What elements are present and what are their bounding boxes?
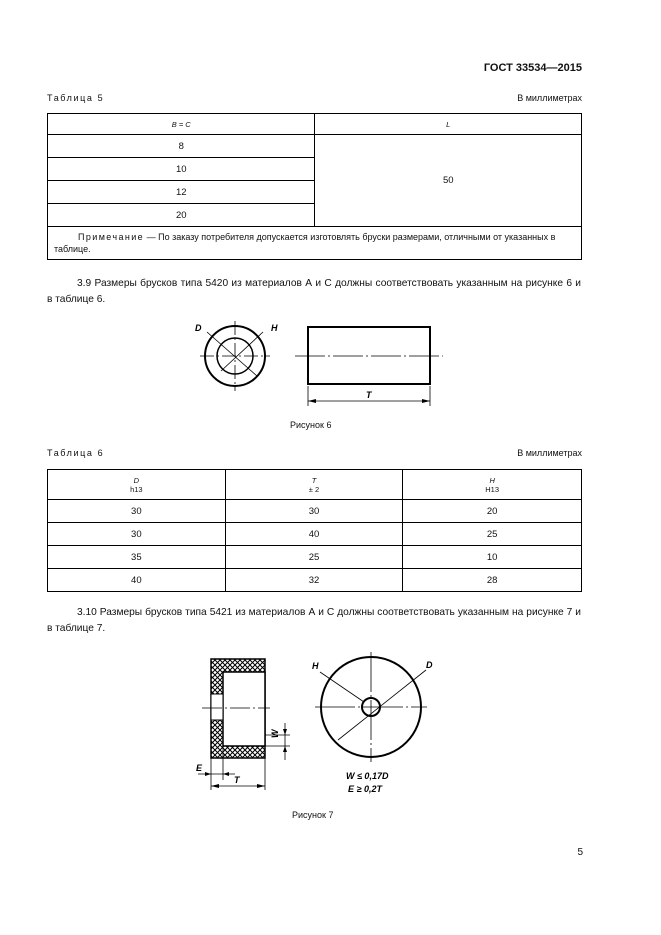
table5-cell-bc: 12 <box>48 181 315 204</box>
paragraph-3-9: 3.9 Размеры брусков типа 5420 из материалов А и С должны соответствовать указанным на рисунке 6 и в таблице 6. <box>47 278 581 305</box>
table6-cell: 32 <box>225 569 403 592</box>
table6-cell: 35 <box>48 546 226 569</box>
figure7-label-t: T <box>234 775 240 785</box>
table6-cell: 20 <box>403 500 582 523</box>
figure7-drawing <box>190 650 445 800</box>
figure7-label-e: E <box>196 763 203 773</box>
figure7-formula-w: W ≤ 0,17D <box>346 771 389 781</box>
table5-cell-bc: 10 <box>48 158 315 181</box>
table6-cell: 10 <box>403 546 582 569</box>
page-number: 5 <box>577 847 583 858</box>
figure7-caption: Рисунок 7 <box>292 810 334 820</box>
figure6-label-d: D <box>195 323 202 333</box>
table-row <box>48 546 582 569</box>
paragraph-3-10: 3.10 Размеры брусков типа 5421 из материалов А и С должны соответствовать указанным на рисунке 7 и в таблице 7. <box>47 607 581 634</box>
figure6-caption: Рисунок 6 <box>290 420 332 430</box>
figure7-formula-e: E ≥ 0,2T <box>348 784 382 794</box>
table6-header-d <box>48 470 226 500</box>
table6-cell: 40 <box>225 523 403 546</box>
table6-cell: 28 <box>403 569 582 592</box>
table5-units: В миллиметрах <box>517 93 582 103</box>
table6-header-tolerance: h13 <box>130 484 143 494</box>
figure6-leader-h <box>221 332 263 371</box>
table6-cell: 30 <box>48 500 226 523</box>
note-label: Примечание <box>78 232 145 242</box>
table6-cell: 30 <box>225 500 403 523</box>
table-row <box>48 523 582 546</box>
figure6-label-h: H <box>271 323 278 333</box>
table6 <box>47 469 582 592</box>
table6-cell: 25 <box>403 523 582 546</box>
table5-header-bc: B = C <box>48 114 315 135</box>
table6-header-h <box>403 470 582 500</box>
table6-cell: 40 <box>48 569 226 592</box>
table5-header-l: L <box>315 114 582 135</box>
table6-header-symbol: H <box>489 475 495 485</box>
figure6-label-t: T <box>366 390 372 400</box>
table6-header-tolerance: ± 2 <box>308 484 320 494</box>
table6-header-t <box>225 470 403 500</box>
table6-header-symbol: T <box>311 475 317 485</box>
table6-cell: 30 <box>48 523 226 546</box>
table5-note <box>48 227 582 260</box>
table5-cell-bc: 20 <box>48 204 315 227</box>
table5 <box>47 113 582 260</box>
figure7-label-w: W <box>270 729 280 738</box>
table6-header-symbol: D <box>133 475 140 485</box>
figure7-leader-h <box>320 672 364 702</box>
figure6-side-view <box>308 327 430 384</box>
figure7-gap <box>211 694 223 720</box>
table5-cell-bc: 8 <box>48 135 315 158</box>
figure7-cavity <box>223 672 265 746</box>
table5-cell-l: 50 <box>315 135 582 227</box>
figure7-label-d: D <box>426 660 433 670</box>
figure7-leader-d <box>338 670 426 740</box>
figure6-drawing <box>185 316 445 411</box>
table6-caption: Таблица 6 <box>47 448 105 458</box>
table6-header-tolerance: H13 <box>485 484 500 494</box>
table6-cell: 25 <box>225 546 403 569</box>
note-text: — По заказу потребителя допускается изготовлять бруски размерами, отличными от указанных в таблице. <box>54 232 556 254</box>
table-row <box>48 569 582 592</box>
table-row <box>48 500 582 523</box>
figure7-label-h: H <box>312 661 319 671</box>
table6-units: В миллиметрах <box>517 448 582 458</box>
table5-caption: Таблица 5 <box>47 93 105 103</box>
standard-header: ГОСТ 33534—2015 <box>483 62 582 74</box>
